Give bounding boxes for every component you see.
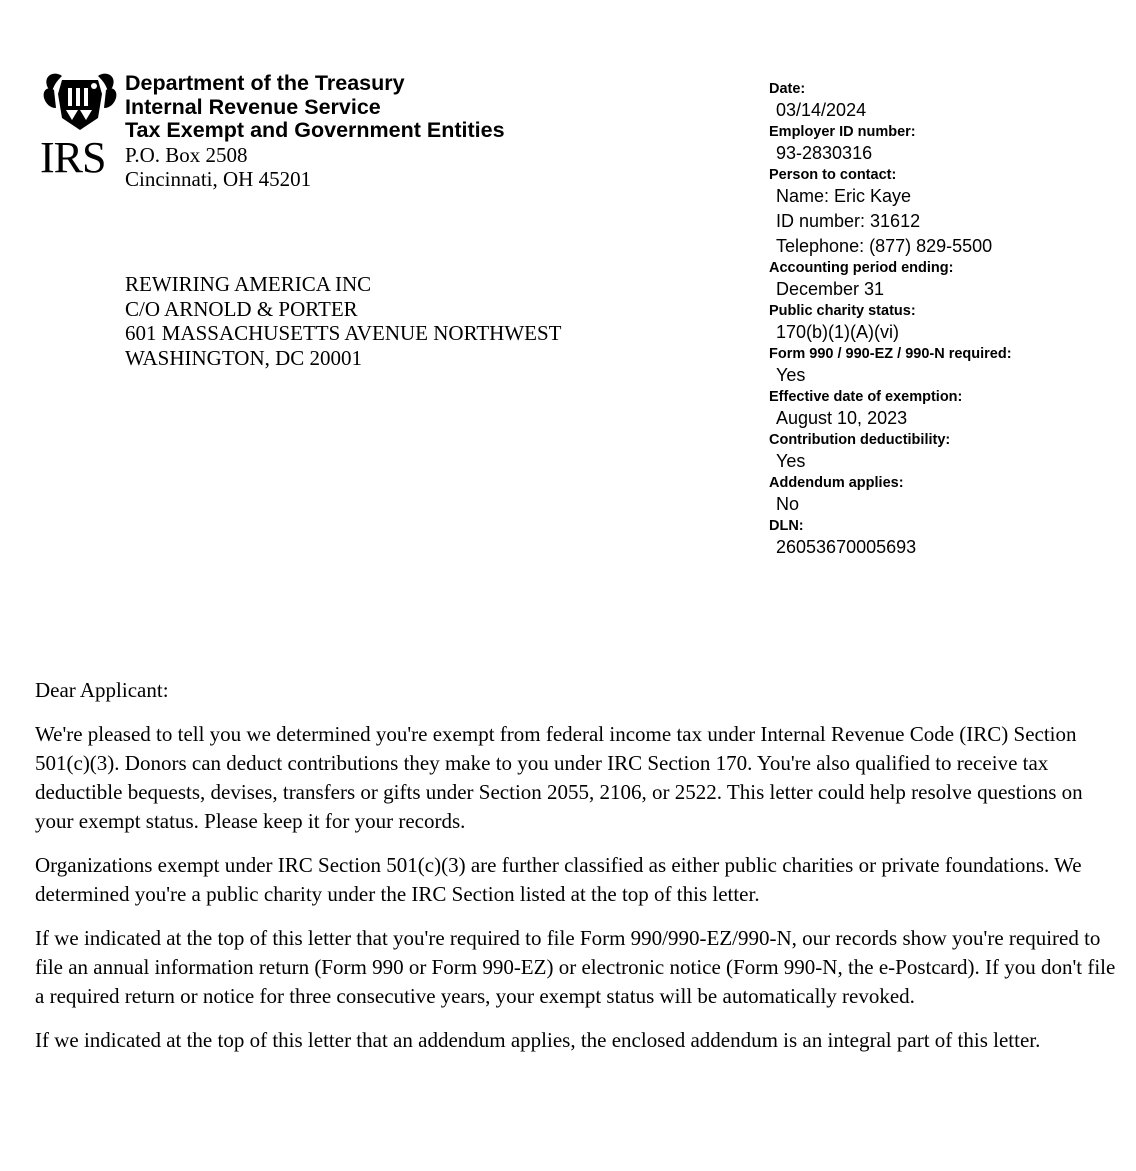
accounting-period-value: December 31 [776,279,885,299]
form990-value: Yes [776,365,806,385]
recipient-street: 601 MASSACHUSETTS AVENUE NORTHWEST [125,321,562,345]
deductibility-value: Yes [776,451,806,471]
accounting-period-label: Accounting period ending: [769,260,954,276]
paragraph-classification: Organizations exempt under IRC Section 501(c)(3) are further classified as either public charities or private foundations. We determined you're a public charity under the IRC Section listed at the top of this letter. [35,853,1082,906]
agency-city: Cincinnati, OH 45201 [125,166,312,191]
irs-logo [40,68,120,176]
addendum-value: No [776,494,800,514]
charity-status-label: Public charity status: [769,303,916,319]
contact-name: Name: Eric Kaye [776,186,912,206]
paragraph-filing: If we indicated at the top of this letter that you're required to file Form 990/990-EZ/990-N, our records show you're required to file an annual information return (Form 990 or Form 990-EZ) or electronic notice (Form 990-N, the e-Postcard). If you don't file a required return or notice for three consecutive years, your exempt status will be automatically revoked. [35,926,1116,1008]
agency-header [125,72,505,191]
letter-details [769,80,1129,560]
agency-department: Department of the Treasury [125,71,405,95]
contact-id: ID number: 31612 [776,211,921,231]
effective-date-label: Effective date of exemption: [769,389,963,405]
paragraph-exemption: We're pleased to tell you we determined you're exempt from federal income tax under Internal Revenue Code (IRC) Section 501(c)(3). Donors can deduct contributions they make to you under IRC Section 170. You're also qualified to receive tax deductible bequests, devises, transfers or gifts under Section 2055, 2106, or 2522. This letter could help resolve questions on your exempt status. Please keep it for your records. [35,722,1083,833]
letter-body [35,676,1120,1070]
date-value: 03/14/2024 [776,100,867,120]
charity-status-value: 170(b)(1)(A)(vi) [776,322,900,342]
contact-phone: Telephone: (877) 829-5500 [776,236,993,256]
dln-label: DLN: [769,518,804,534]
addendum-label: Addendum applies: [769,475,904,491]
agency-division: Tax Exempt and Government Entities [125,118,505,142]
agency-po-box: P.O. Box 2508 [125,142,248,167]
form990-label: Form 990 / 990-EZ / 990-N required: [769,346,1012,362]
contact-label: Person to contact: [769,167,897,183]
recipient-care-of: C/O ARNOLD & PORTER [125,296,358,321]
agency-service: Internal Revenue Service [125,94,381,119]
deductibility-label: Contribution deductibility: [769,432,951,448]
logo-text: IRS [40,133,106,176]
recipient-address [125,272,561,370]
paragraph-addendum: If we indicated at the top of this letter that an addendum applies, the enclosed addendum is an integral part of this letter. [35,1028,1041,1052]
date-label: Date: [769,81,806,97]
ein-label: Employer ID number: [769,124,916,140]
recipient-name: REWIRING AMERICA INC [125,272,372,296]
salutation: Dear Applicant: [35,678,169,702]
ein-value: 93-2830316 [776,143,873,163]
eagle-icon [40,68,120,176]
recipient-city: WASHINGTON, DC 20001 [125,345,363,370]
effective-date-value: August 10, 2023 [776,408,908,428]
dln-value: 26053670005693 [776,537,917,557]
